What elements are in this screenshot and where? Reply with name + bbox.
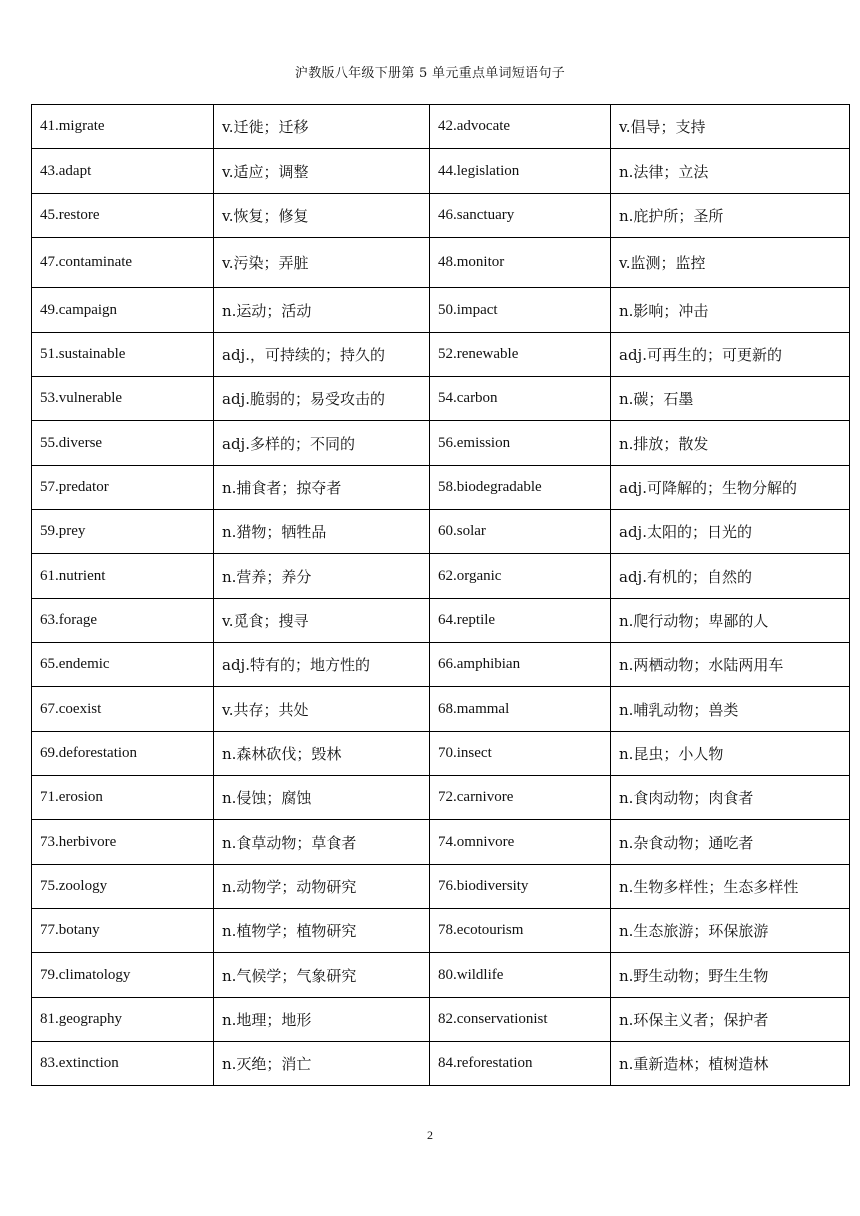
vocab-word: 77.botany (32, 909, 214, 953)
vocab-word: 63.forage (32, 599, 214, 643)
vocab-meaning: v.倡导；支持 (611, 105, 850, 149)
table-row (32, 776, 850, 820)
vocab-meaning: n.环保主义者；保护者 (611, 998, 850, 1042)
table-row (32, 554, 850, 599)
vocab-word: 73.herbivore (32, 820, 214, 865)
vocab-meaning: n.生态旅游；环保旅游 (611, 909, 850, 953)
vocabulary-table (31, 104, 850, 1086)
vocab-meaning: n.猎物；牺牲品 (214, 510, 430, 554)
vocab-word: 74.omnivore (430, 820, 611, 865)
vocab-meaning: n.法律；立法 (611, 149, 850, 194)
vocabulary-table-body (32, 105, 850, 1086)
vocab-meaning: n.两栖动物；水陆两用车 (611, 643, 850, 687)
vocab-meaning: v.觅食；搜寻 (214, 599, 430, 643)
table-row (32, 288, 850, 333)
vocab-meaning: n.灭绝；消亡 (214, 1042, 430, 1086)
vocab-word: 57.predator (32, 466, 214, 510)
table-row (32, 194, 850, 238)
table-row (32, 643, 850, 687)
vocab-word: 83.extinction (32, 1042, 214, 1086)
table-row (32, 998, 850, 1042)
vocab-meaning: n.昆虫；小人物 (611, 732, 850, 776)
vocab-meaning: v.污染；弄脏 (214, 238, 430, 288)
vocab-word: 54.carbon (430, 377, 611, 421)
vocab-word: 44.legislation (430, 149, 611, 194)
vocab-meaning: n.侵蚀；腐蚀 (214, 776, 430, 820)
table-row (32, 865, 850, 909)
vocab-word: 75.zoology (32, 865, 214, 909)
vocab-meaning: n.植物学；植物研究 (214, 909, 430, 953)
vocab-word: 80.wildlife (430, 953, 611, 998)
vocab-word: 82.conservationist (430, 998, 611, 1042)
vocab-meaning: adj.多样的；不同的 (214, 421, 430, 466)
table-row (32, 1042, 850, 1086)
vocab-meaning: n.爬行动物；卑鄙的人 (611, 599, 850, 643)
vocab-word: 41.migrate (32, 105, 214, 149)
vocab-word: 61.nutrient (32, 554, 214, 599)
vocab-word: 47.contaminate (32, 238, 214, 288)
vocab-word: 65.endemic (32, 643, 214, 687)
vocab-meaning: n.杂食动物；通吃者 (611, 820, 850, 865)
vocab-meaning: v.共存；共处 (214, 687, 430, 732)
vocab-word: 68.mammal (430, 687, 611, 732)
vocab-meaning: n.碳；石墨 (611, 377, 850, 421)
table-row (32, 510, 850, 554)
vocab-meaning: n.影响；冲击 (611, 288, 850, 333)
vocab-word: 66.amphibian (430, 643, 611, 687)
vocab-meaning: n.食草动物；草食者 (214, 820, 430, 865)
vocab-word: 50.impact (430, 288, 611, 333)
vocab-meaning: v.恢复；修复 (214, 194, 430, 238)
vocab-word: 71.erosion (32, 776, 214, 820)
vocab-meaning: n.庇护所；圣所 (611, 194, 850, 238)
vocab-meaning: adj.可降解的；生物分解的 (611, 466, 850, 510)
vocab-word: 67.coexist (32, 687, 214, 732)
vocab-word: 56.emission (430, 421, 611, 466)
table-row (32, 687, 850, 732)
vocab-meaning: n.生物多样性；生态多样性 (611, 865, 850, 909)
vocab-word: 52.renewable (430, 333, 611, 377)
vocab-word: 49.campaign (32, 288, 214, 333)
table-row (32, 105, 850, 149)
vocab-word: 72.carnivore (430, 776, 611, 820)
vocab-word: 81.geography (32, 998, 214, 1042)
vocab-word: 45.restore (32, 194, 214, 238)
table-row (32, 820, 850, 865)
vocab-meaning: adj.特有的；地方性的 (214, 643, 430, 687)
page-number: 2 (427, 1128, 433, 1142)
vocab-word: 51.sustainable (32, 333, 214, 377)
vocab-meaning: v.适应；调整 (214, 149, 430, 194)
vocab-word: 64.reptile (430, 599, 611, 643)
vocab-meaning: v.迁徙；迁移 (214, 105, 430, 149)
vocab-meaning: n.野生动物；野生生物 (611, 953, 850, 998)
vocab-word: 46.sanctuary (430, 194, 611, 238)
table-row (32, 377, 850, 421)
vocab-word: 48.monitor (430, 238, 611, 288)
table-row (32, 953, 850, 998)
vocab-word: 58.biodegradable (430, 466, 611, 510)
vocab-meaning: n.动物学；动物研究 (214, 865, 430, 909)
vocab-word: 70.insect (430, 732, 611, 776)
vocab-meaning: n.食肉动物；肉食者 (611, 776, 850, 820)
vocab-meaning: n.运动；活动 (214, 288, 430, 333)
vocab-meaning: n.捕食者；掠夺者 (214, 466, 430, 510)
table-row (32, 732, 850, 776)
vocab-meaning: n.哺乳动物；兽类 (611, 687, 850, 732)
table-row (32, 149, 850, 194)
vocab-meaning: n.重新造林；植树造林 (611, 1042, 850, 1086)
table-row (32, 421, 850, 466)
page-header: 沪教版八年级下册第 5 单元重点单词短语句子 (294, 66, 566, 81)
vocab-meaning: v.监测；监控 (611, 238, 850, 288)
vocab-meaning: n.气候学；气象研究 (214, 953, 430, 998)
vocab-word: 53.vulnerable (32, 377, 214, 421)
vocab-meaning: adj.脆弱的；易受攻击的 (214, 377, 430, 421)
vocab-word: 60.solar (430, 510, 611, 554)
table-row (32, 238, 850, 288)
vocab-word: 43.adapt (32, 149, 214, 194)
vocab-word: 59.prey (32, 510, 214, 554)
vocab-meaning: n.森林砍伐；毁林 (214, 732, 430, 776)
vocab-word: 62.organic (430, 554, 611, 599)
vocab-meaning: n.营养；养分 (214, 554, 430, 599)
vocab-word: 84.reforestation (430, 1042, 611, 1086)
vocab-word: 69.deforestation (32, 732, 214, 776)
vocab-word: 79.climatology (32, 953, 214, 998)
vocab-meaning: n.排放；散发 (611, 421, 850, 466)
table-row (32, 466, 850, 510)
vocab-word: 55.diverse (32, 421, 214, 466)
vocab-meaning: adj.太阳的；日光的 (611, 510, 850, 554)
vocab-word: 78.ecotourism (430, 909, 611, 953)
vocab-word: 42.advocate (430, 105, 611, 149)
vocab-word: 76.biodiversity (430, 865, 611, 909)
vocab-meaning: adj.有机的；自然的 (611, 554, 850, 599)
table-row (32, 599, 850, 643)
table-row (32, 333, 850, 377)
table-row (32, 909, 850, 953)
vocab-meaning: adj.，可持续的；持久的 (214, 333, 430, 377)
vocab-meaning: adj.可再生的；可更新的 (611, 333, 850, 377)
vocab-meaning: n.地理；地形 (214, 998, 430, 1042)
